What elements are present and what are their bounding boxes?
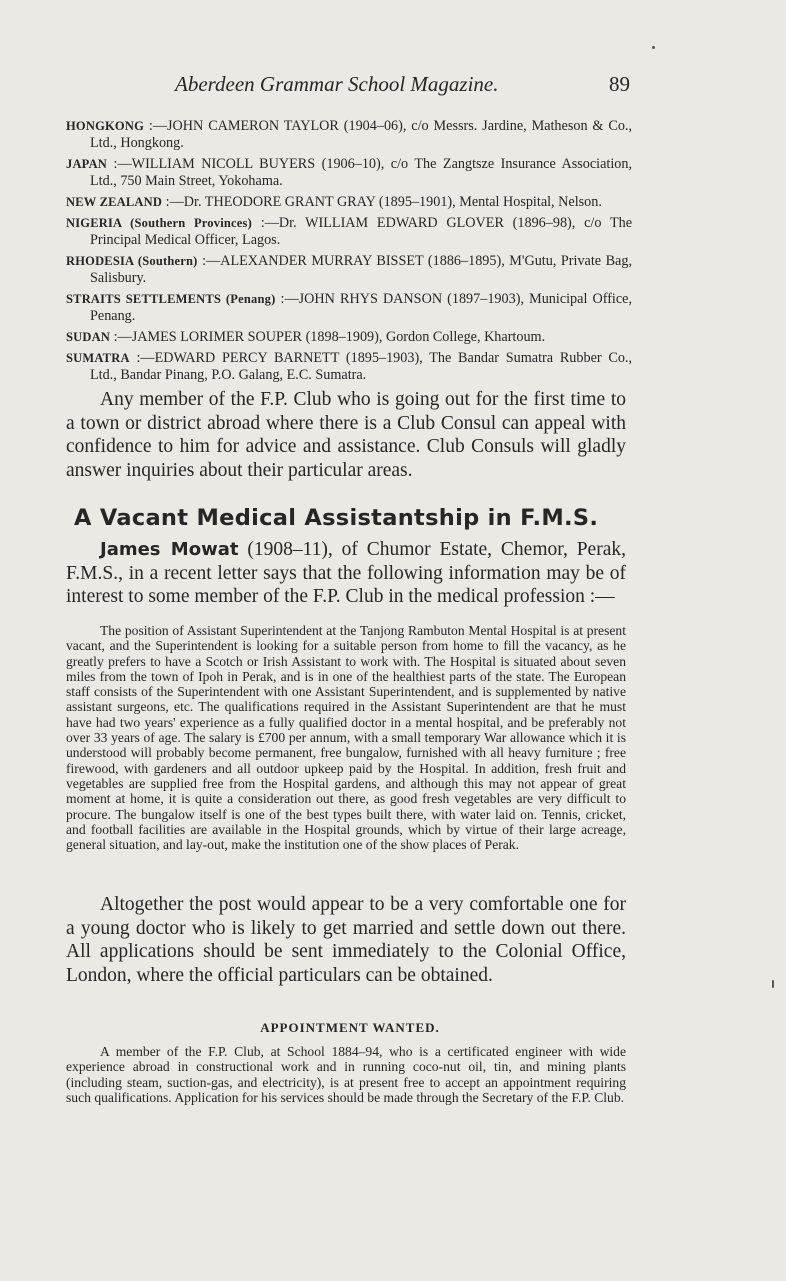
consul-place: SUDAN [66,330,111,344]
intro-name: James Mowat [100,539,239,560]
consul-text: :—JAMES LORIMER SOUPER (1898–1909), Gordon College, Khartoum. [113,329,546,345]
paper-speck [652,46,655,49]
intro-text: (1908–11), of Chumor Estate, Chemor, Perak, F.M.S., in a recent letter says that the following information may be of interest to some member of the F.P. Club in the medical profession :— [66,539,626,607]
consul-text: :—JOHN RHYS DANSON (1897–1903), Municipal Office, Penang. [90,291,632,324]
consul-place: RHODESIA (Southern) [66,254,198,268]
consul-text: :—JOHN CAMERON TAYLOR (1904–06), c/o Messrs. Jardine, Matheson & Co., Ltd., Hongkong. [90,118,633,151]
consul-entry [66,329,632,346]
section-heading: A Vacant Medical Assistantship in F.M.S. [74,505,599,531]
magazine-title: Aberdeen Grammar School Magazine. [175,72,499,96]
consul-text: :—ALEXANDER MURRAY BISSET (1886–1895), M'Gutu, Private Bag, Salisbury. [90,253,632,286]
appointment-text: A member of the F.P. Club, at School 1884–94, who is a certificated engineer with wide experience abroad in constructional work and in running coco-nut oil, tin, and mining plants (including steam, suction-gas, and electricity), is at present free to accept an appointment requiring such qualifications. Application for his services should be made through the Secretary of the F.P. Club. [66,1044,626,1105]
section-conclusion: Altogether the post would appear to be a very comfortable one for a young doctor who is likely to get married and settle down out there. All applications should be sent immediately to the Colonial Office, London, where the official particulars can be obtained. [66,894,626,986]
consul-place: NIGERIA (Southern Provinces) [66,216,252,230]
section-intro [66,538,626,609]
consul-entry [66,215,632,249]
consul-text: :—Dr. THEODORE GRANT GRAY (1895–1901), Mental Hospital, Nelson. [165,194,602,210]
consul-place: NEW ZEALAND [66,195,163,209]
appointment-heading: APPOINTMENT WANTED. [260,1020,440,1035]
consul-text: :—EDWARD PERCY BARNETT (1895–1903), The Bandar Sumatra Rubber Co., Ltd., Bandar Pinang, P.O. Galang, E.C. Sumatra. [90,350,633,383]
consul-entry [66,253,632,287]
consul-entry [66,194,632,211]
letter-excerpt: The position of Assistant Superintendent at the Tanjong Rambuton Mental Hospital is at present vacant, and the Superintendent is looking for a suitable person from home to fill the vacancy, as he greatly prefers to have a Scotch or Irish Assistant to work with. The Hospital is situated about seven miles from the town of Ipoh in Perak, and is in one of the healthiest parts of the state. The European staff consists of the Superintendent with one Assistant Superintendent, and is supplemented by native assistant surgeons, etc. The qualifications required in the Assistant Superintendent are that he must have had two years' experience as a fully qualified doctor in a mental hospital, and be preferably not over 33 years of age. The salary is £700 per annum, with a small temporary War allowance which it is understood will probably become permanent, free bungalow, furnished with all heavy furniture ; free firewood, with gardeners and all outdoor upkeep paid by the Hospital. In addition, fresh fruit and vegetables are supplied free from the Hospital gardens, and although this may not appear of great moment at home, it is quite a consideration out there, as good fresh vegetables are very difficult to procure. The bungalow itself is one of the best types built there, with water laid on. Tennis, cricket, and football facilities are available in the Hospital grounds, which by virtue of their large acreage, general situation, and lay-out, make the institution one of the show places of Perak. [66,623,626,853]
consul-place: SUMATRA [66,351,130,365]
consul-note: Any member of the F.P. Club who is going out for the first time to a town or district abroad where there is a Club Consul can appeal with confidence to him for advice and assistance. Club Consuls will gladly answer inquiries about their particular areas. [66,389,626,481]
paper-mark [772,980,774,988]
consul-place: STRAITS SETTLEMENTS (Penang) [66,292,276,306]
consul-place: JAPAN [66,157,108,171]
consul-entry [66,118,632,152]
consul-entry [66,350,632,384]
consul-entry [66,156,632,190]
consul-text: :—WILLIAM NICOLL BUYERS (1906–10), c/o The Zangtsze Insurance Association, Ltd., 750 Main Street, Yokohama. [90,156,633,189]
consul-place: HONGKONG [66,119,144,133]
consul-list [66,118,632,388]
page-number: 89 [609,72,630,96]
running-head [150,72,630,97]
consul-entry [66,291,632,325]
consul-text: :—Dr. WILLIAM EDWARD GLOVER (1896–98), c/o The Principal Medical Officer, Lagos. [90,215,632,248]
